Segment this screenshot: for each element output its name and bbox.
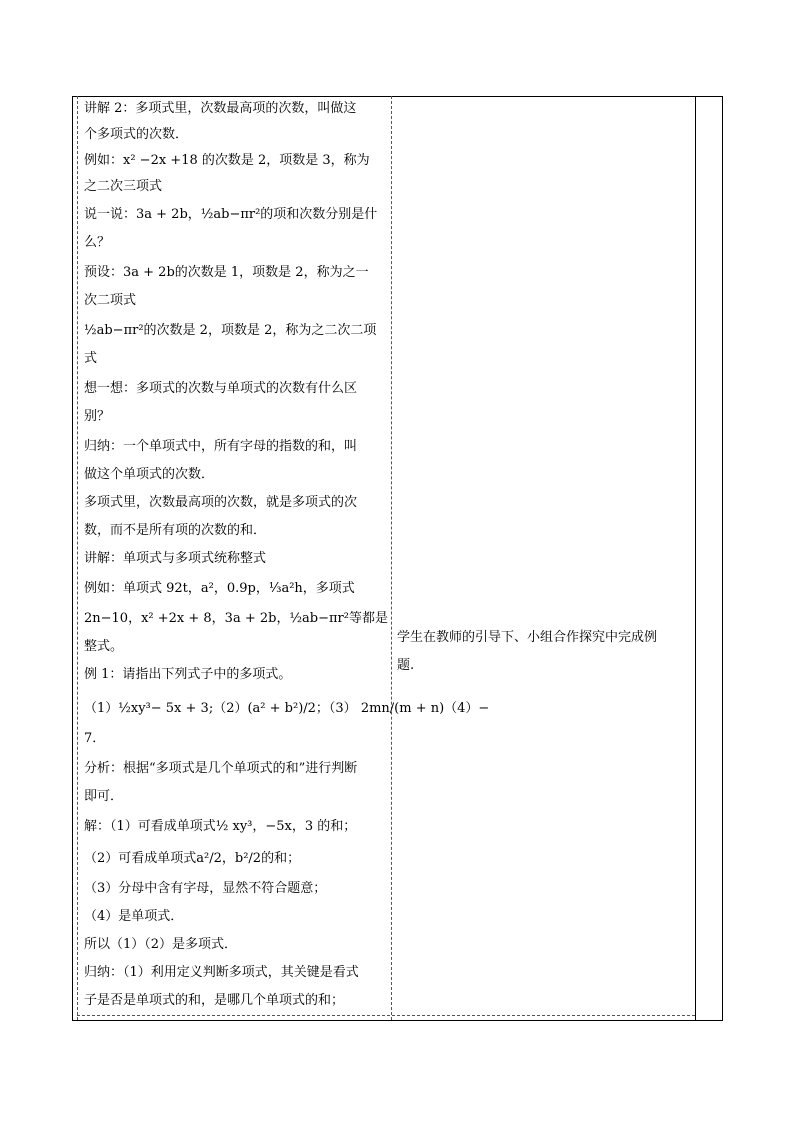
text-line: 预设：3a + 2b的次数是 1，项数是 2，称为之一 (84, 265, 369, 280)
text-line: 归纳：（1）利用定义判断多项式，其关键是看式 (84, 965, 359, 980)
text-line: 子是否是单项式的和，是哪几个单项式的和； (84, 993, 345, 1008)
text-line: 之二次三项式 (84, 179, 163, 194)
text-line: 例如：x² −2x +18 的次数是 2，项数是 3，称为 (84, 153, 370, 168)
text-line: （2）可看成单项式a²/2，b²/2的和； (84, 851, 301, 866)
text-line: 解：（1）可看成单项式½ xy³，−5x，3 的和； (84, 819, 357, 834)
text-line: 多项式里，次数最高项的次数，就是多项式的次 (84, 495, 358, 510)
text-line: 想一想：多项式的次数与单项式的次数有什么区 (84, 381, 358, 396)
activity-line: 题. (397, 658, 415, 673)
table-right-border (722, 96, 723, 1021)
dashed-divider-mid (391, 96, 392, 1020)
text-line: 次二项式 (84, 293, 137, 308)
text-line: 即可． (84, 789, 124, 804)
text-line: 讲解：单项式与多项式统称整式 (84, 551, 267, 566)
text-line: 所以（1）（2）是多项式． (84, 937, 238, 952)
text-line: 归纳：一个单项式中，所有字母的指数的和，叫 (84, 439, 358, 454)
text-line: 别？ (84, 409, 111, 424)
text-line: 例 1：请指出下列式子中的多项式。 (84, 667, 292, 682)
text-line: 式 (84, 351, 98, 366)
text-line: 么？ (84, 235, 111, 250)
text-line: 说一说：3a + 2b，½ab−πr²的项和次数分别是什 (84, 207, 378, 222)
text-line: 整式。 (84, 639, 124, 654)
dashed-bottom (77, 1015, 695, 1016)
text-line: 个多项式的次数． (84, 127, 189, 142)
table-left-border (72, 96, 73, 1021)
table-bottom-border (72, 1020, 722, 1021)
text-line: （1）½xy³− 5x + 3;（2）(a² + b²)/2；（3） 2mn/(m + n)（4）− (84, 701, 490, 716)
text-line: 例如：单项式 92t，a²，0.9p，⅓a²h，多项式 (84, 581, 355, 596)
text-line: 7． (84, 731, 106, 746)
text-line: 讲解 2：多项式里，次数最高项的次数，叫做这 (84, 101, 357, 116)
text-line: ½ab−πr²的次数是 2，项数是 2，称为之二次二项 (84, 323, 377, 338)
text-line: （3）分母中含有字母，显然不符合题意； (84, 881, 327, 896)
activity-line: 学生在教师的引导下、小组合作探究中完成例 (397, 630, 658, 645)
text-line: 数，而不是所有项的次数的和． (84, 523, 267, 538)
text-line: 做这个单项式的次数． (84, 467, 215, 482)
text-line: 分析：根据“多项式是几个单项式的和”进行判断 (84, 761, 358, 776)
dashed-divider-left (77, 96, 78, 1020)
table-col-divider (695, 96, 696, 1021)
text-line: （4）是单项式． (84, 909, 184, 924)
text-line: 2n−10，x² +2x + 8，3a + 2b，½ab−πr²等都是 (84, 611, 388, 626)
